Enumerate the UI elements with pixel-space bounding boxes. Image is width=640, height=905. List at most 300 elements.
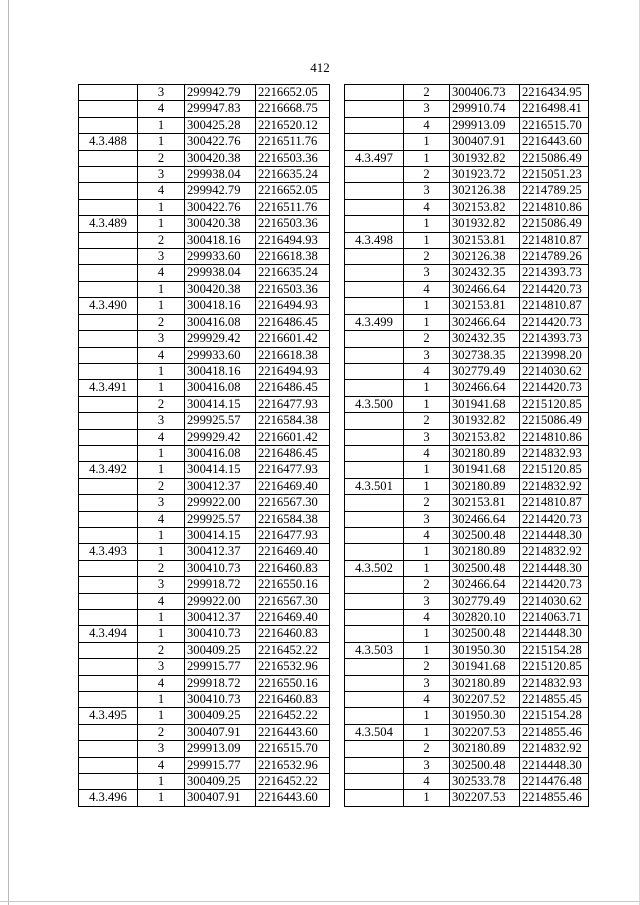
table-row	[345, 462, 589, 478]
point-number-cell: 2	[404, 577, 450, 593]
table-row	[79, 462, 330, 478]
point-number-cell: 3	[138, 85, 185, 101]
table-row	[345, 626, 589, 642]
y-coordinate-cell: 2216601.42	[256, 429, 330, 445]
table-row	[345, 396, 589, 412]
point-number-cell: 4	[404, 363, 450, 379]
section-number-cell	[79, 692, 138, 708]
section-number-cell	[345, 527, 404, 543]
x-coordinate-cell: 299947.83	[185, 101, 256, 117]
point-number-cell: 1	[404, 232, 450, 248]
y-coordinate-cell: 2214420.73	[520, 281, 589, 297]
x-coordinate-cell: 300407.91	[185, 790, 256, 806]
point-number-cell: 2	[138, 150, 185, 166]
section-number-cell	[79, 167, 138, 183]
section-number-cell	[345, 298, 404, 314]
point-number-cell: 1	[138, 626, 185, 642]
x-coordinate-cell: 300409.25	[185, 642, 256, 658]
section-number-cell: 4.3.495	[79, 708, 138, 724]
section-number-cell	[345, 659, 404, 675]
y-coordinate-cell: 2216567.30	[256, 593, 330, 609]
y-coordinate-cell: 2216460.83	[256, 626, 330, 642]
section-number-cell	[345, 462, 404, 478]
x-coordinate-cell: 299918.72	[185, 675, 256, 691]
point-number-cell: 2	[138, 396, 185, 412]
y-coordinate-cell: 2216652.05	[256, 183, 330, 199]
point-number-cell: 2	[404, 249, 450, 265]
section-number-cell: 4.3.497	[345, 150, 404, 166]
y-coordinate-cell: 2214832.92	[520, 544, 589, 560]
section-number-cell	[79, 413, 138, 429]
x-coordinate-cell: 301950.30	[450, 708, 520, 724]
section-number-cell	[345, 741, 404, 757]
x-coordinate-cell: 302500.48	[450, 527, 520, 543]
x-coordinate-cell: 301941.68	[450, 462, 520, 478]
table-row	[79, 774, 330, 790]
section-number-cell	[79, 265, 138, 281]
x-coordinate-cell: 299938.04	[185, 167, 256, 183]
x-coordinate-cell: 302466.64	[450, 511, 520, 527]
y-coordinate-cell: 2216635.24	[256, 265, 330, 281]
section-number-cell	[79, 101, 138, 117]
x-coordinate-cell: 302466.64	[450, 380, 520, 396]
point-number-cell: 3	[138, 249, 185, 265]
table-row	[345, 495, 589, 511]
section-number-cell	[79, 774, 138, 790]
point-number-cell: 1	[138, 692, 185, 708]
section-number-cell	[79, 429, 138, 445]
section-number-cell	[345, 380, 404, 396]
y-coordinate-cell: 2216515.70	[256, 741, 330, 757]
x-coordinate-cell: 300412.37	[185, 544, 256, 560]
section-number-cell	[345, 265, 404, 281]
x-coordinate-cell: 299925.57	[185, 511, 256, 527]
point-number-cell: 1	[138, 199, 185, 215]
y-coordinate-cell: 2216567.30	[256, 495, 330, 511]
point-number-cell: 1	[404, 150, 450, 166]
y-coordinate-cell: 2216477.93	[256, 396, 330, 412]
table-row	[345, 724, 589, 740]
table-row	[345, 675, 589, 691]
x-coordinate-cell: 299933.60	[185, 249, 256, 265]
section-number-cell: 4.3.493	[79, 544, 138, 560]
point-number-cell: 4	[138, 101, 185, 117]
section-number-cell	[345, 347, 404, 363]
y-coordinate-cell: 2215051.23	[520, 167, 589, 183]
table-row	[79, 560, 330, 576]
point-number-cell: 1	[404, 380, 450, 396]
table-row	[345, 199, 589, 215]
y-coordinate-cell: 2216469.40	[256, 478, 330, 494]
table-row	[79, 593, 330, 609]
table-row	[79, 396, 330, 412]
y-coordinate-cell: 2215120.85	[520, 396, 589, 412]
section-number-cell	[345, 216, 404, 232]
table-row	[79, 199, 330, 215]
point-number-cell: 4	[404, 117, 450, 133]
x-coordinate-cell: 300416.08	[185, 314, 256, 330]
x-coordinate-cell: 299933.60	[185, 347, 256, 363]
table-row	[79, 249, 330, 265]
page-number: 412	[310, 60, 330, 75]
section-number-cell	[345, 708, 404, 724]
point-number-cell: 4	[138, 511, 185, 527]
y-coordinate-cell: 2216486.45	[256, 380, 330, 396]
point-number-cell: 2	[404, 495, 450, 511]
point-number-cell: 3	[404, 101, 450, 117]
point-number-cell: 4	[138, 347, 185, 363]
point-number-cell: 1	[404, 216, 450, 232]
point-number-cell: 4	[138, 593, 185, 609]
x-coordinate-cell: 300409.25	[185, 708, 256, 724]
x-coordinate-cell: 302153.81	[450, 298, 520, 314]
point-number-cell: 1	[404, 544, 450, 560]
x-coordinate-cell: 300416.08	[185, 445, 256, 461]
table-row	[345, 774, 589, 790]
table-row	[79, 314, 330, 330]
y-coordinate-cell: 2216477.93	[256, 527, 330, 543]
section-number-cell	[345, 626, 404, 642]
table-row	[79, 183, 330, 199]
point-number-cell: 4	[138, 675, 185, 691]
y-coordinate-cell: 2216635.24	[256, 167, 330, 183]
section-number-cell	[79, 511, 138, 527]
table-row	[345, 101, 589, 117]
table-row	[345, 544, 589, 560]
section-number-cell	[345, 692, 404, 708]
y-coordinate-cell: 2214810.87	[520, 298, 589, 314]
point-number-cell: 2	[138, 478, 185, 494]
point-number-cell: 1	[138, 363, 185, 379]
table-row	[79, 150, 330, 166]
x-coordinate-cell: 301932.82	[450, 150, 520, 166]
section-number-cell	[345, 183, 404, 199]
y-coordinate-cell: 2214832.93	[520, 675, 589, 691]
point-number-cell: 3	[404, 347, 450, 363]
table-row	[79, 101, 330, 117]
section-number-cell	[79, 724, 138, 740]
section-number-cell	[79, 675, 138, 691]
x-coordinate-cell: 299913.09	[450, 117, 520, 133]
y-coordinate-cell: 2216532.96	[256, 757, 330, 773]
table-row	[79, 232, 330, 248]
y-coordinate-cell: 2214810.87	[520, 495, 589, 511]
x-coordinate-cell: 302500.48	[450, 626, 520, 642]
y-coordinate-cell: 2214448.30	[520, 527, 589, 543]
table-row	[79, 724, 330, 740]
x-coordinate-cell: 302432.35	[450, 265, 520, 281]
point-number-cell: 1	[404, 708, 450, 724]
table-row	[345, 790, 589, 806]
y-coordinate-cell: 2216601.42	[256, 331, 330, 347]
table-row	[345, 347, 589, 363]
section-number-cell	[79, 478, 138, 494]
y-coordinate-cell: 2214810.87	[520, 232, 589, 248]
y-coordinate-cell: 2216515.70	[520, 117, 589, 133]
point-number-cell: 4	[404, 774, 450, 790]
section-number-cell	[79, 249, 138, 265]
section-number-cell	[79, 659, 138, 675]
section-number-cell	[79, 757, 138, 773]
section-number-cell	[79, 183, 138, 199]
y-coordinate-cell: 2216443.60	[520, 134, 589, 150]
x-coordinate-cell: 302738.35	[450, 347, 520, 363]
x-coordinate-cell: 301932.82	[450, 413, 520, 429]
section-number-cell: 4.3.499	[345, 314, 404, 330]
x-coordinate-cell: 302180.89	[450, 445, 520, 461]
table-row	[345, 708, 589, 724]
table-row	[79, 216, 330, 232]
x-coordinate-cell: 299922.00	[185, 495, 256, 511]
y-coordinate-cell: 2216494.93	[256, 298, 330, 314]
y-coordinate-cell: 2214393.73	[520, 265, 589, 281]
x-coordinate-cell: 302466.64	[450, 281, 520, 297]
point-number-cell: 4	[404, 692, 450, 708]
section-number-cell: 4.3.500	[345, 396, 404, 412]
x-coordinate-cell: 302180.89	[450, 478, 520, 494]
section-number-cell	[79, 445, 138, 461]
x-coordinate-cell: 302533.78	[450, 774, 520, 790]
table-row	[345, 298, 589, 314]
section-number-cell	[345, 281, 404, 297]
section-number-cell	[345, 85, 404, 101]
point-number-cell: 2	[404, 659, 450, 675]
x-coordinate-cell: 302153.81	[450, 232, 520, 248]
point-number-cell: 2	[138, 314, 185, 330]
table-row	[345, 249, 589, 265]
section-number-cell	[345, 363, 404, 379]
point-number-cell: 4	[138, 429, 185, 445]
table-row	[79, 642, 330, 658]
y-coordinate-cell: 2214832.93	[520, 445, 589, 461]
point-number-cell: 4	[404, 445, 450, 461]
y-coordinate-cell: 2216618.38	[256, 249, 330, 265]
x-coordinate-cell: 301932.82	[450, 216, 520, 232]
section-number-cell	[79, 642, 138, 658]
x-coordinate-cell: 301941.68	[450, 396, 520, 412]
table-row	[345, 577, 589, 593]
section-number-cell	[79, 610, 138, 626]
point-number-cell: 2	[404, 413, 450, 429]
page-bottom-edge	[0, 901, 640, 902]
y-coordinate-cell: 2216469.40	[256, 544, 330, 560]
x-coordinate-cell: 300420.38	[185, 150, 256, 166]
x-coordinate-cell: 302207.52	[450, 692, 520, 708]
table-row	[79, 265, 330, 281]
x-coordinate-cell: 299942.79	[185, 85, 256, 101]
y-coordinate-cell: 2215120.85	[520, 462, 589, 478]
point-number-cell: 1	[404, 642, 450, 658]
y-coordinate-cell: 2214393.73	[520, 331, 589, 347]
y-coordinate-cell: 2216511.76	[256, 134, 330, 150]
y-coordinate-cell: 2216477.93	[256, 462, 330, 478]
section-number-cell	[79, 281, 138, 297]
x-coordinate-cell: 302180.89	[450, 675, 520, 691]
section-number-cell	[79, 560, 138, 576]
x-coordinate-cell: 300406.73	[450, 85, 520, 101]
y-coordinate-cell: 2214030.62	[520, 593, 589, 609]
point-number-cell: 3	[138, 331, 185, 347]
table-row	[345, 692, 589, 708]
point-number-cell: 4	[138, 183, 185, 199]
point-number-cell: 1	[138, 610, 185, 626]
point-number-cell: 1	[138, 117, 185, 133]
x-coordinate-cell: 302466.64	[450, 314, 520, 330]
point-number-cell: 1	[138, 445, 185, 461]
x-coordinate-cell: 299929.42	[185, 429, 256, 445]
table-row	[79, 495, 330, 511]
x-coordinate-cell: 302432.35	[450, 331, 520, 347]
table-row	[79, 347, 330, 363]
section-number-cell	[79, 232, 138, 248]
x-coordinate-cell: 302126.38	[450, 249, 520, 265]
y-coordinate-cell: 2214420.73	[520, 314, 589, 330]
section-number-cell	[79, 363, 138, 379]
point-number-cell: 3	[138, 413, 185, 429]
point-number-cell: 4	[138, 757, 185, 773]
table-row	[79, 445, 330, 461]
table-row	[345, 281, 589, 297]
section-number-cell	[345, 199, 404, 215]
x-coordinate-cell: 302126.38	[450, 183, 520, 199]
section-number-cell	[79, 314, 138, 330]
x-coordinate-cell: 300407.91	[450, 134, 520, 150]
x-coordinate-cell: 300410.73	[185, 560, 256, 576]
section-number-cell	[345, 413, 404, 429]
table-row	[79, 757, 330, 773]
x-coordinate-cell: 300414.15	[185, 396, 256, 412]
table-row	[79, 610, 330, 626]
y-coordinate-cell: 2216494.93	[256, 363, 330, 379]
section-number-cell: 4.3.504	[345, 724, 404, 740]
section-number-cell	[345, 757, 404, 773]
point-number-cell: 1	[138, 216, 185, 232]
x-coordinate-cell: 300414.15	[185, 527, 256, 543]
section-number-cell	[79, 577, 138, 593]
point-number-cell: 1	[404, 314, 450, 330]
y-coordinate-cell: 2216452.22	[256, 642, 330, 658]
section-number-cell	[79, 347, 138, 363]
x-coordinate-cell: 299918.72	[185, 577, 256, 593]
table-row	[345, 659, 589, 675]
y-coordinate-cell: 2216550.16	[256, 675, 330, 691]
table-row	[79, 85, 330, 101]
x-coordinate-cell: 302500.48	[450, 757, 520, 773]
y-coordinate-cell: 2216550.16	[256, 577, 330, 593]
point-number-cell: 3	[138, 577, 185, 593]
y-coordinate-cell: 2214448.30	[520, 757, 589, 773]
table-row	[345, 560, 589, 576]
section-number-cell	[345, 117, 404, 133]
point-number-cell: 1	[404, 396, 450, 412]
table-row	[345, 117, 589, 133]
y-coordinate-cell: 2214789.26	[520, 249, 589, 265]
point-number-cell: 1	[138, 380, 185, 396]
x-coordinate-cell: 300416.08	[185, 380, 256, 396]
table-row	[79, 790, 330, 806]
table-row	[345, 216, 589, 232]
section-number-cell	[345, 675, 404, 691]
table-row	[79, 117, 330, 133]
x-coordinate-cell: 301950.30	[450, 642, 520, 658]
y-coordinate-cell: 2214855.46	[520, 724, 589, 740]
table-row	[79, 478, 330, 494]
section-number-cell	[79, 741, 138, 757]
x-coordinate-cell: 300412.37	[185, 610, 256, 626]
section-number-cell	[345, 134, 404, 150]
point-number-cell: 3	[404, 265, 450, 281]
table-row	[345, 167, 589, 183]
y-coordinate-cell: 2216668.75	[256, 101, 330, 117]
section-number-cell	[345, 511, 404, 527]
section-number-cell	[79, 593, 138, 609]
x-coordinate-cell: 302779.49	[450, 593, 520, 609]
point-number-cell: 3	[138, 495, 185, 511]
table-row	[79, 527, 330, 543]
y-coordinate-cell: 2216520.12	[256, 117, 330, 133]
x-coordinate-cell: 300420.38	[185, 216, 256, 232]
table-row	[345, 232, 589, 248]
table-row	[345, 527, 589, 543]
x-coordinate-cell: 299925.57	[185, 413, 256, 429]
table-row	[79, 380, 330, 396]
table-row	[79, 577, 330, 593]
table-row	[79, 167, 330, 183]
section-number-cell	[79, 85, 138, 101]
point-number-cell: 2	[138, 232, 185, 248]
point-number-cell: 4	[138, 265, 185, 281]
table-row	[79, 659, 330, 675]
x-coordinate-cell: 302779.49	[450, 363, 520, 379]
point-number-cell: 1	[138, 134, 185, 150]
y-coordinate-cell: 2216452.22	[256, 708, 330, 724]
table-row	[345, 265, 589, 281]
point-number-cell: 1	[404, 724, 450, 740]
section-number-cell	[79, 396, 138, 412]
table-row	[79, 281, 330, 297]
table-row	[345, 511, 589, 527]
x-coordinate-cell: 302153.81	[450, 495, 520, 511]
table-row	[345, 741, 589, 757]
point-number-cell: 1	[404, 462, 450, 478]
x-coordinate-cell: 301923.72	[450, 167, 520, 183]
table-row	[345, 642, 589, 658]
x-coordinate-cell: 302207.53	[450, 790, 520, 806]
table-row	[79, 331, 330, 347]
section-number-cell	[345, 167, 404, 183]
point-number-cell: 2	[404, 741, 450, 757]
x-coordinate-cell: 299938.04	[185, 265, 256, 281]
point-number-cell: 4	[404, 610, 450, 626]
section-number-cell	[345, 790, 404, 806]
x-coordinate-cell: 300422.76	[185, 134, 256, 150]
y-coordinate-cell: 2216584.38	[256, 413, 330, 429]
y-coordinate-cell: 2214832.92	[520, 478, 589, 494]
section-number-cell: 4.3.498	[345, 232, 404, 248]
table-row	[345, 85, 589, 101]
y-coordinate-cell: 2214420.73	[520, 511, 589, 527]
x-coordinate-cell: 299915.77	[185, 757, 256, 773]
point-number-cell: 3	[404, 429, 450, 445]
point-number-cell: 3	[404, 675, 450, 691]
table-row	[345, 150, 589, 166]
table-row	[79, 626, 330, 642]
table-row	[79, 708, 330, 724]
page-left-edge	[8, 0, 9, 905]
table-row	[79, 741, 330, 757]
y-coordinate-cell: 2214420.73	[520, 380, 589, 396]
point-number-cell: 1	[404, 560, 450, 576]
